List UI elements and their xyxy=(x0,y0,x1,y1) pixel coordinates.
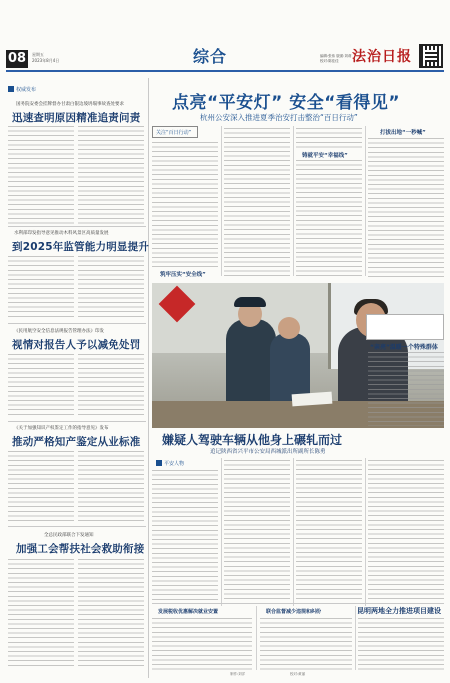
tag-label: 平安人物 xyxy=(164,461,185,467)
divider xyxy=(152,603,444,604)
tag-people xyxy=(156,460,184,467)
article-body xyxy=(368,352,444,426)
bottom-headline-2: 联合监督减少违规和纠纷 xyxy=(266,609,322,615)
kicker-3: 《民用航空安全信息法规报告管理办法》印发 xyxy=(14,329,104,334)
article-body xyxy=(8,354,74,418)
page-meta xyxy=(32,52,59,64)
article-body xyxy=(224,460,290,600)
article-body xyxy=(358,618,444,670)
divider xyxy=(8,421,146,422)
photo-officer-cap xyxy=(234,297,266,307)
article-body xyxy=(78,126,144,224)
left-headline-2: 到2025年监管能力明显提升 xyxy=(12,241,150,253)
article-body xyxy=(78,451,144,523)
article-body xyxy=(152,142,218,268)
column-divider xyxy=(221,126,222,276)
bottom-headline-1: 发展税收优惠解决就业安置 xyxy=(158,609,219,615)
tag-authoritative xyxy=(8,86,36,93)
section-title: 综合 xyxy=(193,47,228,66)
column-divider xyxy=(293,458,294,606)
page-meta-date: 2023年8月4日 xyxy=(32,58,60,63)
bottom-headline-3: 昆明两地全力推进项目建设 xyxy=(357,607,441,615)
divider xyxy=(8,526,146,527)
article-body xyxy=(78,354,144,418)
subhead-3: 打拔出地“一秒喊” xyxy=(380,130,426,136)
editor-line-2: 校对:陈佳佳 xyxy=(320,59,339,63)
page-meta-weekday: 星期五 xyxy=(32,52,44,57)
qr-code-icon[interactable] xyxy=(419,44,443,68)
left-headline-3: 视情对报告人予以减免处罚 xyxy=(12,339,141,351)
article-body xyxy=(296,460,362,600)
article-body xyxy=(152,618,252,670)
article-body xyxy=(368,460,444,600)
sidebar-box xyxy=(366,314,444,340)
page-number: 08 xyxy=(7,51,27,66)
article-body xyxy=(78,559,144,669)
main-headline: 点亮“平安灯” 安全“看得见” xyxy=(172,93,401,113)
focus-box-label: 关注“百日行动” xyxy=(152,126,198,138)
kicker-4: 《关于加强知识产权鉴定工作的指导意见》发布 xyxy=(14,426,109,431)
newspaper-logo: 法治日报 xyxy=(352,49,412,65)
column-divider xyxy=(365,126,366,276)
subhead-1: 筑牢压实“安全线” xyxy=(160,272,206,278)
kicker-1: 国务院安委会挂牌督办甘肃白银边坡坍塌事故查处要求 xyxy=(16,102,124,107)
article-body xyxy=(368,138,444,278)
photo-story-headline: 嫌疑人驾驶车辆从他身上碾轧而过 xyxy=(162,433,343,447)
article-body xyxy=(296,160,362,278)
column-divider xyxy=(355,606,356,670)
photo-officer-2-head xyxy=(278,317,300,339)
editor-line: 编辑:张伟 版面:刘莉 xyxy=(320,54,352,58)
tag-square-icon xyxy=(156,460,162,466)
left-column-divider xyxy=(148,78,149,678)
article-body xyxy=(8,559,74,669)
footer-credit-left: 制作:刘洋 xyxy=(230,672,246,676)
divider xyxy=(8,323,146,324)
article-body xyxy=(260,618,352,670)
main-subheadline: 杭州公安深入推进夏季治安打击整治“百日行动” xyxy=(200,113,358,122)
left-headline-4: 推动严格知产鉴定从业标准 xyxy=(12,436,141,448)
footer-credit-right: 校对:黄丽 xyxy=(290,672,306,676)
article-body xyxy=(8,126,74,224)
article-body xyxy=(8,256,74,320)
column-divider xyxy=(365,458,366,606)
article-body xyxy=(152,470,218,600)
divider xyxy=(8,226,146,227)
kicker-2: 水利部印发指导意见推动木料风景区高质量发展 xyxy=(14,231,109,236)
left-headline-1: 迅速查明原因精准追责问责 xyxy=(12,112,141,124)
column-divider xyxy=(256,606,257,670)
masthead xyxy=(0,0,450,74)
article-body xyxy=(296,128,362,148)
kicker-5: 全总民政部联合下发通知 xyxy=(44,533,94,538)
article-body xyxy=(8,451,74,523)
tag-label: 权威发布 xyxy=(16,87,37,93)
sidebar-headline: “亲亮”温暖一个特殊群体 xyxy=(370,344,438,351)
subhead-2: 铸就平安“幸福线” xyxy=(302,153,348,159)
masthead-rule xyxy=(6,70,444,72)
article-body xyxy=(78,256,144,320)
column-divider xyxy=(293,126,294,276)
left-headline-5: 加强工会帮扶社会救助衔接 xyxy=(16,543,145,555)
article-body xyxy=(224,128,290,278)
column-divider xyxy=(221,458,222,606)
tag-square-icon xyxy=(8,86,14,92)
editor-credit xyxy=(320,54,351,64)
photo-story-subline: 追记陕西省兴平市公安局西城派出所副所长陈勇 xyxy=(210,449,326,455)
